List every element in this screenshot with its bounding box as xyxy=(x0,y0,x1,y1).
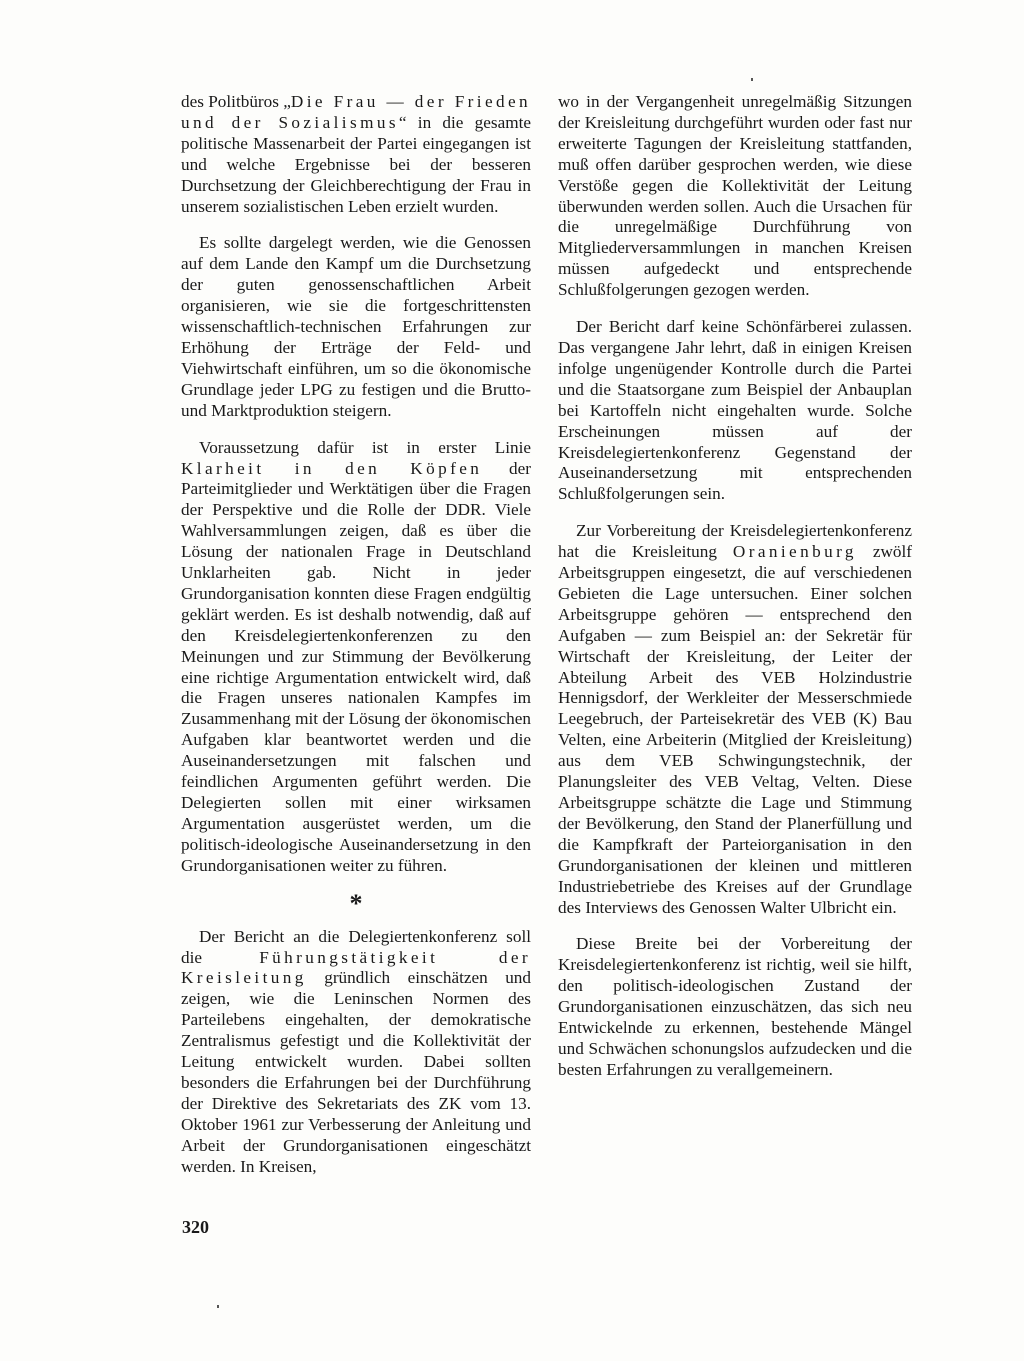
text-run: gründlich einschätzen und zeigen, wie die Leninschen Normen des Parteilebens eingehalten, der demokratische Zentralismus gefestigt und die Kollektivität der Leitung entwickelt wurden. Dabei sollten besonders die Erfahrungen bei der Durchführung der Direktive des Sekretariats des ZK vom 13. Oktober 1961 zur Verbesserung der Anleitung und Arbeit der Grundorganisationen eingeschätzt werden. In Kreisen, xyxy=(181,968,531,1176)
section-separator: * xyxy=(349,888,363,918)
spaced-emphasis: Führungstätigkeit der Kreisleitung xyxy=(181,947,532,988)
text-run: Der Bericht an die Delegiertenkonferenz soll die xyxy=(181,926,531,967)
text-run: zwölf Arbeitsgruppen eingesetzt, die auf verschiedenen Gebieten die Lage untersuchen. Einer solchen Arbeitsgruppe gehören — entsprechend den Aufgaben — zum Beispiel an: der Sekretär für Wirtschaft der Kreisleitung, der Leiter der Abteilung Arbeit des VEB Holzindustrie Hennigsdorf, der Werkleiter der Messerschmiede Leegebruch, der Parteisekretär des VEB (K) Bau Velten, eine Arbeiterin (Mitglied der Kreisleitung) aus dem VEB Schwingungstechnik, der Planungsleiter des VEB Veltag, Velten. Diese Arbeitsgruppe schätzte die Lage und Stimmung der Bevölkerung, den Stand der Planerfüllung und die Kampfkraft der Parteiorganisation in den Grundorganisationen der kleinen und mittleren Industriebetriebe des Kreises auf der Grundlage des Interviews des Genossen Walter Ulbricht ein. xyxy=(558,542,912,917)
paragraph xyxy=(558,521,912,918)
scan-speck xyxy=(751,78,753,81)
paragraph: wo in der Vergangenheit unregelmäßig Sitzungen der Kreisleitung durchgeführt wurden oder fast nur erweiterte Tagungen der Kreisleitung stattfanden, muß offen darüber gesprochen werden, wie diese Verstöße gegen die Kollektivität der Leitung überwunden werden sollen. Auch die Ursachen für die unregelmäßige Durchführung von Mitgliederversammlungen in manchen Kreisen müssen aufgedeckt und entsprechende Schlußfolgerungen gezogen werden. xyxy=(558,92,912,300)
paragraph: Der Bericht darf keine Schönfärberei zulassen. Das vergangene Jahr lehrt, daß in einigen Kreisen infolge ungenügender Kontrolle durch die Partei und die Staatsorgane zum Beispiel der Anbauplan bei Kartoffeln nicht eingehalten wurde. Solche Erscheinungen müssen auf der Kreisdelegiertenkonferenz Gegenstand der Auseinandersetzung mit entsprechenden Schlußfolgerungen sein. xyxy=(558,317,912,504)
left-column xyxy=(181,92,531,1194)
spaced-emphasis: Die Frau — der Frieden und der Sozialismus xyxy=(181,92,531,132)
text-run: der Parteimitglieder und Werktätigen über die Fragen der Perspektive und die Rolle der DDR. Viele Wahlversammlungen zeigen, daß es über die Lösung der nationalen Frage in Deutschland Unklarheiten gab. Nicht in jeder Grundorganisation konnten diese Fragen endgültig geklärt werden. Es ist deshalb notwendig, daß auf den Kreisdelegiertenkonferenzen zu den Meinungen und zur Stimmung der Bevölkerung eine richtige Argumentation entwickelt wird, daß die Fragen unseres nationalen Kampfes im Zusammenhang mit der Lösung der ökonomischen Aufgaben klar beantwortet werden und die Auseinandersetzungen mit falschen und feindlichen Argumenten geführt werden. Die Delegierten sollen mit einer wirksamen Argumentation ausgerüstet werden, um die politisch-ideologische Auseinandersetzung in den Grundorganisationen weiter zu führen. xyxy=(181,458,531,875)
paragraph xyxy=(181,92,531,217)
text-run: Voraussetzung dafür ist in erster Linie xyxy=(199,437,531,457)
scan-speck xyxy=(217,1305,219,1308)
right-column xyxy=(558,92,912,1097)
text-run: “ in die gesamte politische Massenarbeit der Partei eingegangen ist und welche Ergebnisse bei der besseren Durchsetzung der Gleichberechtigung der Frau in unserem sozialistischen Leben erzielt wurden. xyxy=(181,112,531,216)
text-run: Zur Vorbereitung der Kreisdelegiertenkonferenz hat die Kreisleitung xyxy=(558,521,912,562)
spaced-emphasis: Oranienburg xyxy=(732,542,857,562)
spaced-emphasis: Klarheit in den Köpfen xyxy=(181,458,483,478)
page-number: 320 xyxy=(182,1217,209,1237)
paragraph xyxy=(181,927,531,1178)
text-run: des Politbüros „ xyxy=(181,92,291,111)
paragraph: Diese Breite bei der Vorbereitung der Kreisdelegiertenkonferenz ist richtig, weil sie hilft, den politisch-ideologischen Zustand der Grundorganisationen einzuschätzen, das sich neu Entwickelnde zu erkennen, bestehende Mängel und Schwächen schonungslos aufzudecken und die besten Erfahrungen zu verallgemeinern. xyxy=(558,934,912,1079)
paragraph xyxy=(181,438,531,877)
paragraph: Es sollte dargelegt werden, wie die Genossen auf dem Lande den Kampf um die Durchsetzung der guten genossenschaftlichen Arbeit organisieren, wie sie die fortgeschrittensten wissenschaftlich-technischen Erfahrungen zur Erhöhung der Erträge der Feld- und Viehwirtschaft einführen, um so die ökonomische Grundlage jeder LPG zu festigen und die Brutto- und Marktproduktion steigern. xyxy=(181,233,531,420)
